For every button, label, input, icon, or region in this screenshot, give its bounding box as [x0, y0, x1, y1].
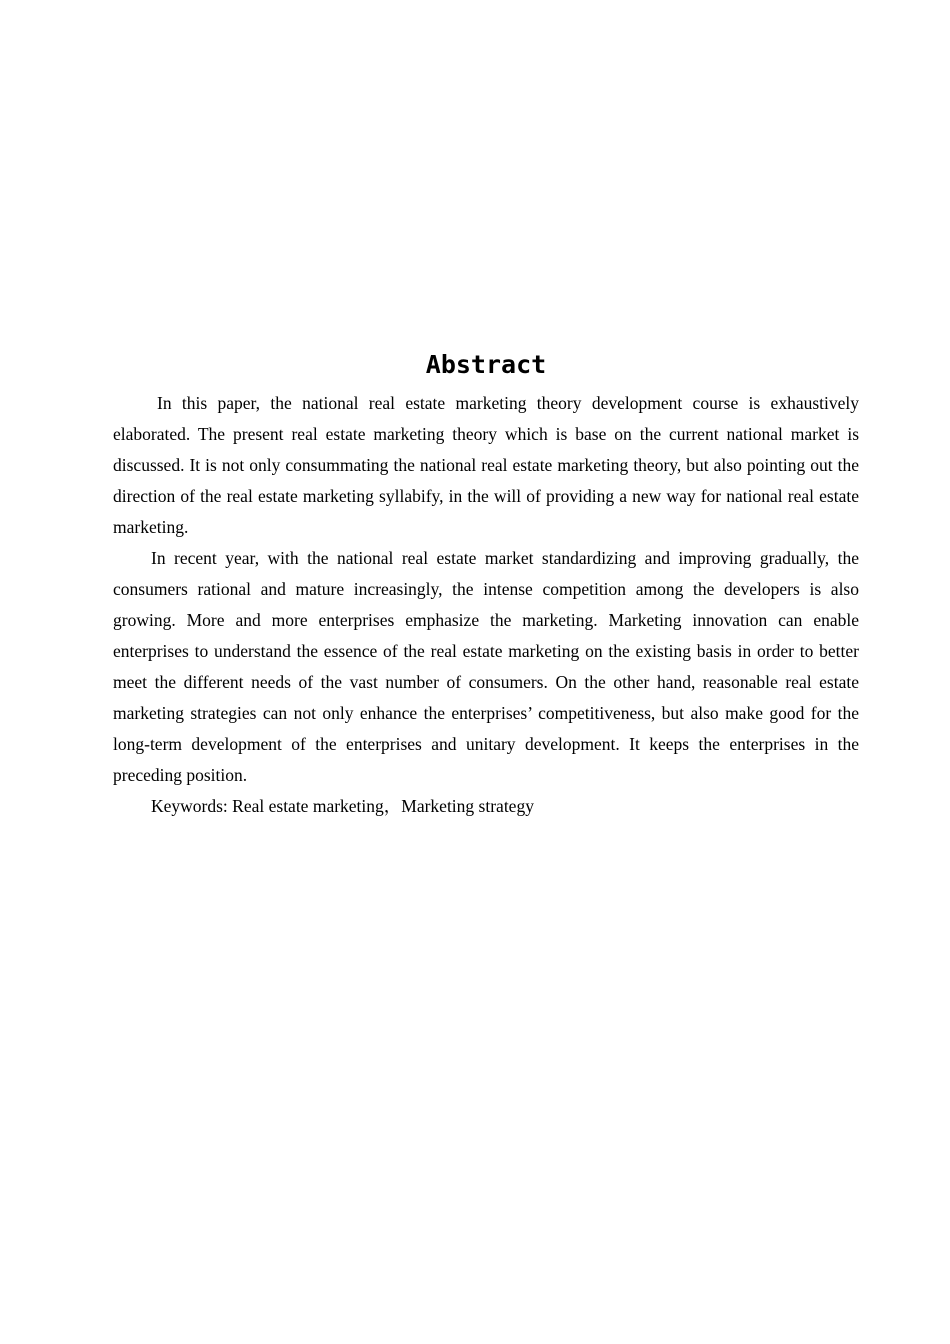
abstract-title: Abstract — [425, 350, 547, 379]
keywords-value: Real estate marketing，Marketing strategy — [232, 796, 534, 816]
abstract-paragraph-1: In this paper, the national real estate marketing theory development course is exhaustively elaborated. The present real estate marketing theory which is base on the current national market is discussed. It is not only consummating the national real estate marketing theory, but also pointing out the direction of the real estate marketing syllabify, in the will of providing a new way for national real estate marketing. — [113, 393, 859, 537]
keywords-label: Keywords: — [151, 796, 233, 816]
keywords-line — [113, 791, 859, 822]
abstract-paragraph-2: In recent year, with the national real estate market standardizing and improving gradually, the consumers rational and mature increasingly, the intense competition among the developers is also growing. More and more enterprises emphasize the marketing. Marketing innovation can enable enterprises to understand the essence of the real estate marketing on the existing basis in order to better meet the different needs of the vast number of consumers. On the other hand, reasonable real estate marketing strategies can not only enhance the enterprises’ competitiveness, but also make good for the long-term development of the enterprises and unitary development. It keeps the enterprises in the preceding position. — [113, 548, 859, 785]
abstract-section — [113, 348, 859, 822]
